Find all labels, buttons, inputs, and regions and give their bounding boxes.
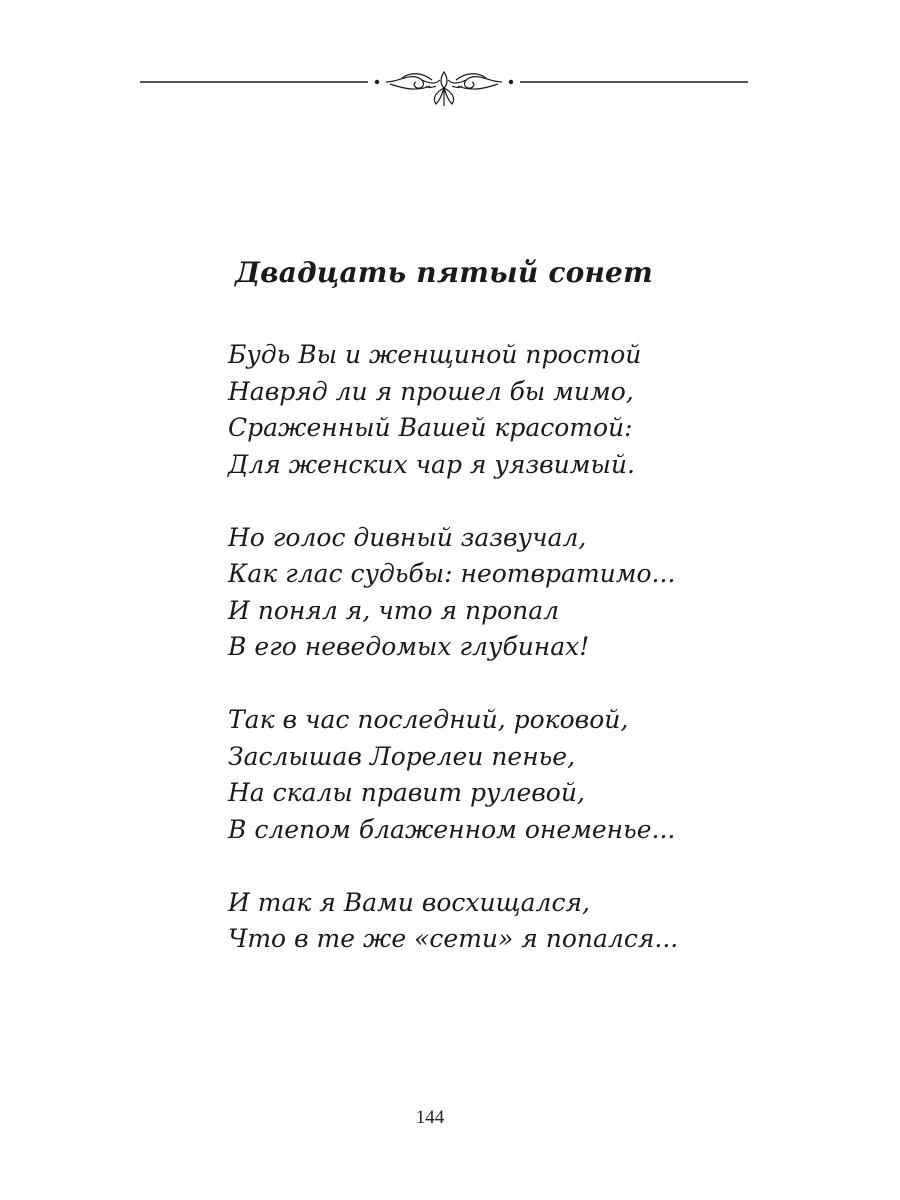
stanza	[228, 520, 828, 666]
poem-line: Сраженный Вашей красотой:	[228, 413, 633, 442]
poem-line: Навряд ли я прошел бы мимо,	[228, 376, 634, 406]
page-number: 144	[415, 1107, 445, 1128]
floral-divider-icon	[140, 62, 748, 110]
stanza	[228, 885, 828, 958]
poem-line: В его неведомых глубинах!	[228, 632, 590, 661]
stanza	[228, 337, 828, 483]
poem-line: Что в те же «сети» я попался...	[228, 924, 679, 953]
poem-title: Двадцать пятый сонет	[235, 256, 653, 289]
poem-body	[228, 337, 828, 958]
stanza	[228, 702, 828, 848]
poem-line: Будь Вы и женщиной простой	[228, 340, 642, 369]
poem-line: И так я Вами восхищался,	[228, 887, 590, 917]
poem-line: Для женских чар я уязвимый.	[228, 449, 635, 479]
poem-line: Но голос дивный зазвучал,	[228, 522, 587, 552]
poem-line: В слепом блаженном онеменье...	[228, 814, 676, 844]
poem-line: Как глас судьбы: неотвратимо...	[228, 559, 676, 588]
poem-line: И понял я, что я пропал	[228, 595, 560, 625]
poem-line: Заслышав Лорелеи пенье,	[228, 741, 576, 771]
poem-line: Так в час последний, роковой,	[228, 705, 629, 734]
poem-line: На скалы правит рулевой,	[228, 778, 585, 807]
